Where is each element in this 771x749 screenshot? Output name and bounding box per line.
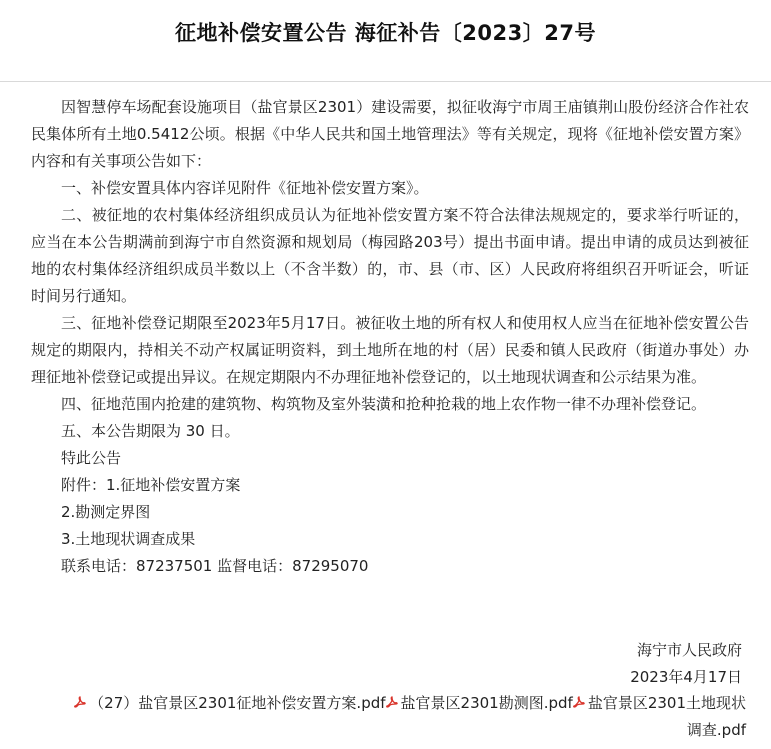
signature-organization: 海宁市人民政府 <box>636 641 742 659</box>
item-3-paragraph: 三、征地补偿登记期限至2023年5月17日。被征收土地的所有权人和使用权人应当在征地补偿安置公告规定的期限内，持相关不动产权属证明资料，到土地所在地的村（居）民委和镇人民政府（街道办事处）办理征地补偿登记或提出异议。在规定期限内不办理征地补偿登记的，以土地现状调查和公示结果为准。 <box>31 314 749 386</box>
item-4-paragraph: 四、征地范围内抢建的建筑物、构筑物及室外装潢和抢种抢栽的地上农作物一律不办理补偿登记。 <box>61 395 707 413</box>
title-divider <box>0 81 771 82</box>
item-1-paragraph: 一、补偿安置具体内容详见附件《征地补偿安置方案》。 <box>61 179 429 197</box>
item-5-paragraph: 五、本公告期限为 30 日。 <box>61 422 240 440</box>
attachment-line-1: 附件：1.征地补偿安置方案 <box>61 476 241 494</box>
contact-line: 联系电话：87237501 监督电话：87295070 <box>61 557 369 575</box>
file-link-1[interactable] <box>74 694 385 712</box>
item-2-paragraph: 二、被征地的农村集体经济组织成员认为征地补偿安置方案不符合法律法规规定的，要求举行听证的，应当在本公告期满前到海宁市自然资源和规划局（梅园路203号）提出书面申请。提出申请的成员达到被征地的农村集体经济组织成员半数以上（不含半数）的，市、县（市、区）人民政府将组织召开听证会，听证时间另行通知。 <box>31 206 749 305</box>
pdf-icon <box>573 696 585 709</box>
attachment-line-3: 3.土地现状调查成果 <box>61 530 196 548</box>
file-link-2-label: 盐官景区2301勘测图.pdf <box>400 694 573 712</box>
pdf-icon <box>386 696 398 709</box>
file-link-1-label: （27）盐官景区2301征地补偿安置方案.pdf <box>89 694 386 712</box>
file-link-3-label: 盐官景区2301土地现状调查.pdf <box>587 694 746 739</box>
notice-body <box>31 94 749 580</box>
closing-text: 特此公告 <box>61 449 122 467</box>
file-link-2[interactable] <box>386 694 573 712</box>
signature-date: 2023年4月17日 <box>630 668 742 686</box>
page-title: 征地补偿安置公告 海征补告〔2023〕27号 <box>175 21 596 45</box>
file-link-3[interactable] <box>573 694 746 739</box>
attachment-line-2: 2.勘测定界图 <box>61 503 151 521</box>
pdf-icon <box>74 696 86 709</box>
intro-paragraph: 因智慧停车场配套设施项目（盐官景区2301）建设需要，拟征收海宁市周王庙镇荆山股份经济合作社农民集体所有土地0.5412公顷。根据《中华人民共和国土地管理法》等有关规定，现将《征地补偿安置方案》内容和有关事项公告如下： <box>31 98 749 170</box>
attachment-links <box>64 690 746 744</box>
